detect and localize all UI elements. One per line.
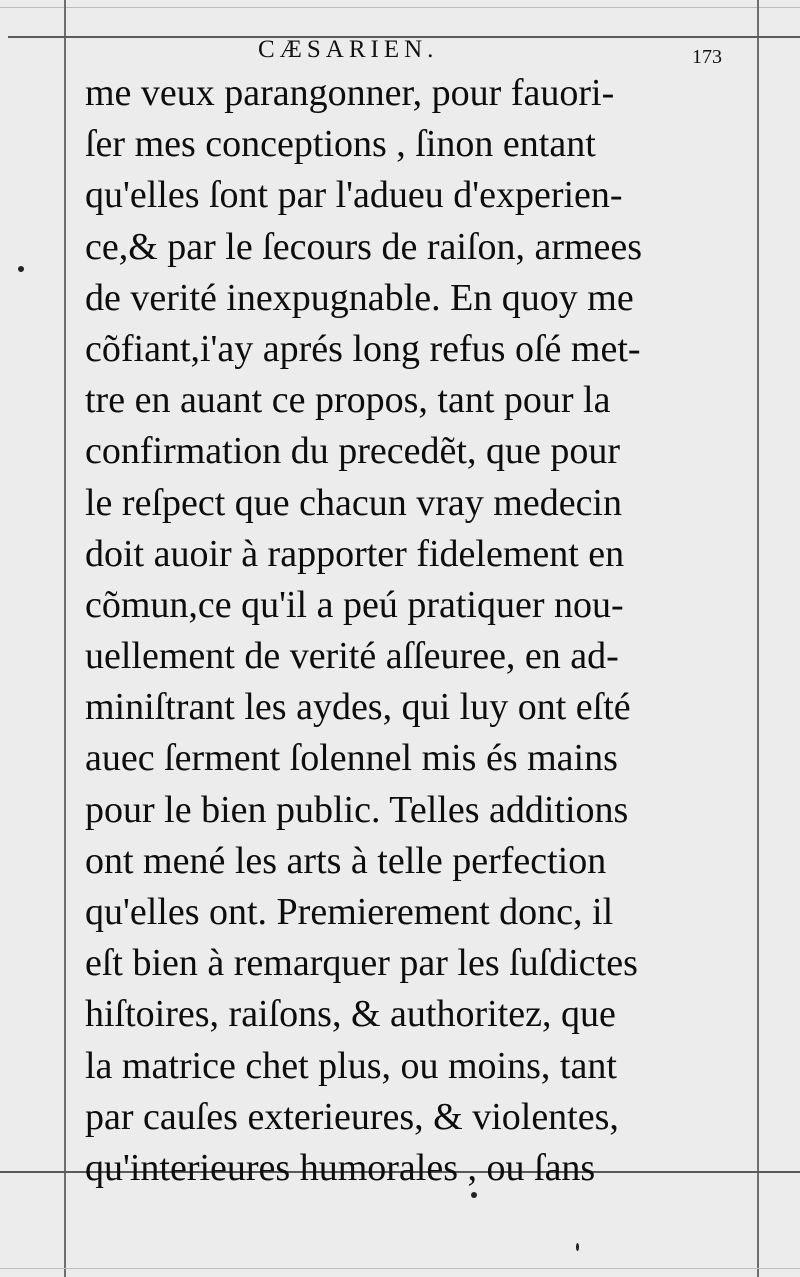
text-line: auec ſerment ſolennel mis és mains xyxy=(85,737,618,780)
text-line: par cauſes exterieures, & violentes, xyxy=(85,1095,619,1138)
text-line: le reſpect que chacun vray medecin xyxy=(85,481,622,524)
text-line: pour le bien public. Telles additions xyxy=(85,788,629,831)
ink-speck xyxy=(471,1192,477,1198)
text-line: qu'elles ont. Premierement donc, il xyxy=(85,891,614,933)
bottom-edge-line xyxy=(0,1268,800,1269)
text-line: me veux parangonner, pour fauori- xyxy=(85,72,615,114)
text-line: eſt bien à remarquer par les ſuſdictes xyxy=(85,942,638,985)
text-line: ſer mes conceptions , ſinon entant xyxy=(85,123,596,166)
text-line: la matrice chet plus, ou moins, tant xyxy=(85,1044,617,1087)
text-line: ont mené les arts à telle perfection xyxy=(85,839,607,882)
ink-speck xyxy=(576,1243,579,1251)
text-line: qu'interieures humorales , ou ſans xyxy=(85,1146,596,1189)
text-line: doit auoir à rapporter fidelement en xyxy=(85,532,625,575)
text-line: cõmun,ce qu'il a peú pratiquer nou- xyxy=(85,583,624,626)
page-number: 173 xyxy=(692,46,722,68)
text-line: ce,& par le ſecours de raiſon, armees xyxy=(85,225,643,268)
text-line: de verité inexpugnable. En quoy me xyxy=(85,276,634,319)
left-margin-rule xyxy=(64,0,66,1277)
body-text xyxy=(85,68,735,1194)
text-line: cõfiant,i'ay aprés long refus oſé met- xyxy=(85,327,641,370)
text-line: uellement de verité aſſeuree, en ad- xyxy=(85,635,619,678)
running-title: CÆSARIEN. xyxy=(258,36,439,63)
text-line: miniſtrant les aydes, qui luy ont eſté xyxy=(85,686,631,729)
text-line: tre en auant ce propos, tant pour la xyxy=(85,379,611,422)
text-line: hiſtoires, raiſons, & authoritez, que xyxy=(85,993,616,1036)
top-edge-line xyxy=(0,7,800,8)
ink-speck xyxy=(18,266,24,272)
text-line: confirmation du precedẽt, que pour xyxy=(85,430,620,473)
text-line: qu'elles ſont par l'adueu d'experien- xyxy=(85,174,623,217)
right-margin-rule xyxy=(757,0,759,1277)
